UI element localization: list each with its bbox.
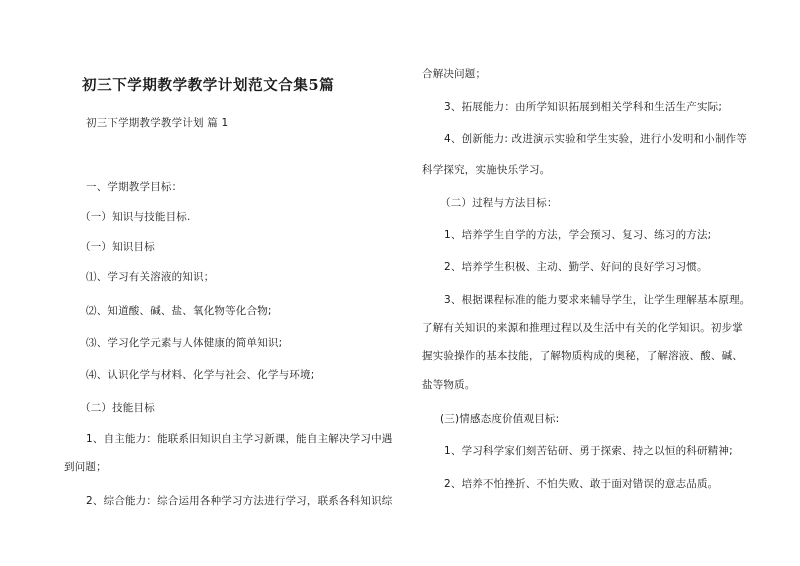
right-paragraph-line: 合解决问题； [422,68,487,80]
right-paragraph-line: （二）过程与方法目标： [440,197,558,209]
left-paragraph-line: ⑴、学习有关溶液的知识； [86,271,215,283]
left-paragraph-line: ⑵、知道酸、碱、盐、氧化物等化合物; [86,305,272,317]
left-paragraph-line: （一）知识与技能目标. [80,211,191,223]
left-paragraph-line: 一、学期教学目标： [86,181,183,193]
left-paragraph-line: （二）技能目标 [80,402,155,414]
right-paragraph-line: 2、培养不怕挫折、不怕失败、敢于面对错误的意志品质。 [444,478,719,490]
right-paragraph-line: 4、创新能力: 改进演示实验和学生实验，进行小发明和小制作等 [444,133,748,145]
right-paragraph-line: 盐等物质。 [422,379,476,391]
right-paragraph-line: 科学探究，实施快乐学习。 [422,164,551,176]
document-title: 初三下学期教学教学计划范文合集5篇 [82,77,335,94]
left-paragraph-line: （一）知识目标 [80,241,155,253]
right-paragraph-line: 握实验操作的基本技能，了解物质构成的奥秘，了解溶液、酸、碱、 [422,350,743,362]
left-paragraph-line: 2、综合能力：综合运用各种学习方法进行学习，联系各科知识综 [86,495,393,507]
right-paragraph-line: 3、拓展能力：由所学知识拓展到相关学科和生活生产实际; [444,101,723,113]
left-paragraph-line: 到问题； [64,461,107,473]
right-paragraph-line: 1、培养学生自学的方法，学会预习、复习、练习的方法; [444,229,712,241]
right-paragraph-line: (三)情感态度价值观目标: [440,413,560,425]
left-paragraph-line: ⑷、认识化学与材料、化学与社会、化学与环境; [86,369,315,381]
right-paragraph-line: 1、学习科学家们刻苦钻研、勇于探索、持之以恒的科研精神; [444,445,733,457]
left-paragraph-line: 1、自主能力：能联系旧知识自主学习新课，能自主解决学习中遇 [86,433,393,445]
right-paragraph-line: 了解有关知识的来源和推理过程以及生活中有关的化学知识。初步掌 [422,322,743,334]
left-paragraph-line: ⑶、学习化学元素与人体健康的简单知识; [86,337,283,349]
right-paragraph-line: 2、培养学生积极、主动、勤学、好问的良好学习习惯。 [444,261,708,273]
document-subtitle: 初三下学期教学教学计划 篇 1 [86,117,229,129]
right-paragraph-line: 3、根据课程标准的能力要求来辅导学生，让学生理解基本原理。 [444,294,751,306]
